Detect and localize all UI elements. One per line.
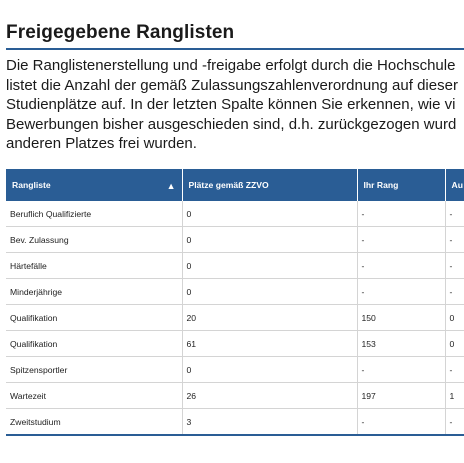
cell-rangliste: Minderjährige xyxy=(6,279,182,305)
section-title: Freigegebene Ranglisten xyxy=(6,22,235,43)
table-row xyxy=(6,383,464,409)
cell-plaetze: 0 xyxy=(182,227,357,253)
cell-ausgeschieden: 1 xyxy=(445,383,464,409)
table-row xyxy=(6,305,464,331)
cell-rangliste: Zweitstudium xyxy=(6,409,182,436)
cell-rang: - xyxy=(357,409,445,436)
cell-rangliste: Qualifikation xyxy=(6,331,182,357)
column-header-ausgeschieden[interactable]: Au xyxy=(445,169,464,201)
column-header-rangliste[interactable] xyxy=(6,169,182,201)
column-header-label: Rangliste xyxy=(12,179,51,190)
cell-plaetze: 26 xyxy=(182,383,357,409)
cell-rang: 197 xyxy=(357,383,445,409)
table-row xyxy=(6,279,464,305)
cell-plaetze: 0 xyxy=(182,279,357,305)
intro-line: anderen Platzes frei wurden. xyxy=(6,135,197,152)
cell-rangliste: Beruflich Qualifizierte xyxy=(6,201,182,227)
column-header-plaetze[interactable]: Plätze gemäß ZZVO xyxy=(182,169,357,201)
cell-rang: - xyxy=(357,253,445,279)
cell-ausgeschieden: 0 xyxy=(445,305,464,331)
cell-ausgeschieden: - xyxy=(445,357,464,383)
cell-rang: - xyxy=(357,357,445,383)
cell-plaetze: 0 xyxy=(182,253,357,279)
cell-rang: 150 xyxy=(357,305,445,331)
table-header-row xyxy=(6,169,464,201)
cell-ausgeschieden: - xyxy=(445,227,464,253)
chevron-up-icon[interactable]: ▲ xyxy=(166,180,176,191)
table-row xyxy=(6,357,464,383)
intro-line: listet die Anzahl der gemäß Zulassungszahlenverordnung auf dieser xyxy=(6,76,458,94)
cell-ausgeschieden: - xyxy=(445,279,464,305)
cell-ausgeschieden: - xyxy=(445,409,464,436)
cell-ausgeschieden: - xyxy=(445,201,464,227)
cell-rang: - xyxy=(357,201,445,227)
cell-rangliste: Bev. Zulassung xyxy=(6,227,182,253)
cell-plaetze: 61 xyxy=(182,331,357,357)
cell-ausgeschieden: 0 xyxy=(445,331,464,357)
table-row xyxy=(6,227,464,253)
intro-line: Studienplätze auf. In der letzten Spalte können Sie erkennen, wie vi xyxy=(6,96,456,113)
intro-line: Die Ranglistenerstellung und -freigabe erfolgt durch die Hochschule xyxy=(6,57,456,74)
cell-rangliste: Wartezeit xyxy=(6,383,182,409)
table-row xyxy=(6,409,464,436)
cell-plaetze: 0 xyxy=(182,201,357,227)
cell-plaetze: 3 xyxy=(182,409,357,436)
intro-line: Bewerbungen bisher ausgeschieden sind, d.h. zurückgezogen wurd xyxy=(6,115,457,133)
table-row xyxy=(6,331,464,357)
intro-paragraph xyxy=(6,56,464,154)
cell-rang: 153 xyxy=(357,331,445,357)
cell-rangliste: Härtefälle xyxy=(6,253,182,279)
cell-rang: - xyxy=(357,227,445,253)
cell-rang: - xyxy=(357,279,445,305)
column-header-ihr-rang[interactable]: Ihr Rang xyxy=(357,169,445,201)
cell-ausgeschieden: - xyxy=(445,253,464,279)
table-row xyxy=(6,201,464,227)
title-divider xyxy=(6,48,464,50)
cell-rangliste: Qualifikation xyxy=(6,305,182,331)
cell-plaetze: 0 xyxy=(182,357,357,383)
table-row xyxy=(6,253,464,279)
ranglisten-table xyxy=(6,169,464,436)
cell-plaetze: 20 xyxy=(182,305,357,331)
cell-rangliste: Spitzensportler xyxy=(6,357,182,383)
